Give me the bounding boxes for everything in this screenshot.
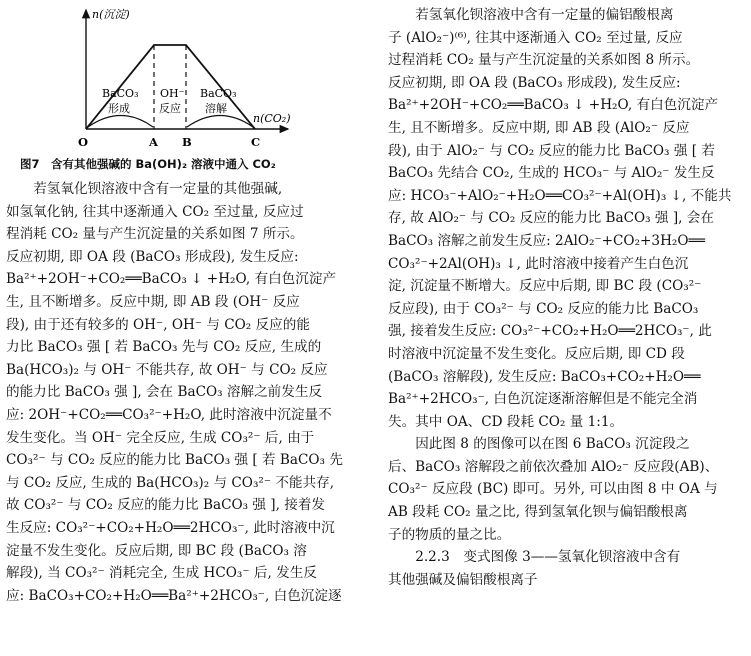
point-o: O: [78, 135, 89, 149]
text-line: 程消耗 CO₂ 量与产生沉淀量的关系如图 7 所示。: [6, 226, 304, 243]
text-line: BaCO₃ 溶解之前发生反应: 2AlO₂⁻+CO₂+3H₂O══: [388, 232, 705, 249]
text-line: Ba²⁺+2OH⁻+CO₂══BaCO₃ ↓ +H₂O, 有白色沉淀产: [388, 97, 719, 114]
text-line: 过程消耗 CO₂ 量与产生沉淀量的关系如图 8 所示。: [388, 52, 700, 69]
text-line: 因此图 8 的图像可以在图 6 BaCO₃ 沉淀段之: [415, 436, 690, 453]
text-line: 故 CO₃²⁻ 与 CO₂ 反应的能力比 BaCO₃ 强 ], 接着发: [6, 497, 326, 514]
text-line: 反应段), 由于 CO₃²⁻ 与 CO₂ 反应的能力比 BaCO₃: [388, 300, 699, 317]
x-axis-label: n(CO₂): [253, 112, 291, 125]
right-paragraph-2: [388, 433, 748, 546]
region-2-line-1: OH⁻: [160, 87, 185, 100]
text-line: 生, 且不断增多。反应中期, 即 AB 段 (OH⁻ 反应: [6, 293, 300, 310]
text-line: CO₃²⁻ 反应段 (BC) 即可。另外, 可以由图 8 中 OA 与: [388, 481, 718, 498]
text-line: 生反应: CO₃²⁻+CO₂+H₂O══2HCO₃⁻, 此时溶液中沉: [6, 519, 335, 536]
text-line: 应: BaCO₃+CO₂+H₂O══Ba²⁺+2HCO₃⁻, 白色沉淀逐: [6, 587, 342, 604]
text-line: 段), 由于还有较多的 OH⁻, OH⁻ 与 CO₂ 反应的能: [6, 316, 310, 333]
region-1-line-2: 形成: [108, 102, 130, 115]
text-line: 淀, 沉淀量不断增大。反应中后期, 即 BC 段 (CO₃²⁻: [388, 278, 702, 295]
text-line: 的能力比 BaCO₃ 强 ], 会在 BaCO₃ 溶解之前发生反: [6, 384, 323, 401]
figure-7-graph: [6, 0, 366, 152]
text-line: 2.2.3 变式图像 3——氢氧化钡溶液中含有: [415, 549, 681, 566]
text-line: BaCO₃ 先结合 CO₂, 生成的 HCO₃⁻ 与 AlO₂⁻ 发生反: [388, 165, 715, 182]
left-column: [6, 0, 372, 607]
base-arc-2: [187, 116, 253, 128]
text-line: 子的物质的量之比。: [388, 526, 511, 543]
text-line: CO₃²⁻+2Al(OH)₃ ↓, 此时溶液中接着产生白色沉: [388, 255, 689, 272]
text-line: 后、BaCO₃ 溶解段之前依次叠加 AlO₂⁻ 反应段(AB)、: [388, 458, 719, 475]
region-3-line-2: 溶解: [205, 102, 227, 115]
section-heading-2-2-3: [388, 546, 748, 591]
text-line: 反应初期, 即 OA 段 (BaCO₃ 形成段), 发生反应:: [388, 74, 681, 91]
figure-7-caption: 图7 含有其他强碱的 Ba(OH)₂ 溶液中通入 CO₂: [20, 157, 276, 171]
text-line: 淀量不发生变化。反应后期, 即 BC 段 (BaCO₃ 溶: [6, 542, 307, 559]
text-line: 解段), 当 CO₃²⁻ 消耗完全, 生成 HCO₃⁻ 后, 发生反: [6, 565, 317, 582]
right-column: [388, 4, 748, 591]
text-line: 应: HCO₃⁻+AlO₂⁻+H₂O══CO₃²⁻+Al(OH)₃ ↓, 不能共: [388, 187, 732, 204]
region-2-line-2: 反应: [159, 102, 181, 115]
text-line: 力比 BaCO₃ 强 [ 若 BaCO₃ 先与 CO₂ 反应, 生成的: [6, 339, 322, 356]
left-paragraph-1: [6, 178, 372, 607]
text-line: Ba²⁺+2HCO₃⁻, 白色沉淀逐渐溶解但是不能完全消: [388, 391, 698, 408]
base-arc-1: [88, 116, 153, 128]
text-line: 应: 2OH⁻+CO₂══CO₃²⁻+H₂O, 此时溶液中沉淀量不: [6, 406, 332, 423]
point-a: A: [149, 135, 158, 149]
point-c: C: [251, 135, 261, 149]
region-3-line-1: BaCO₃: [200, 87, 237, 100]
text-line: 强, 接着发生反应: CO₃²⁻+CO₂+H₂O══2HCO₃⁻, 此: [388, 323, 712, 340]
figure-7: [6, 0, 372, 152]
text-line: 子 (AlO₂⁻)⁽⁶⁾, 往其中逐渐通入 CO₂ 至过量, 反应: [388, 29, 683, 46]
text-line: 与 CO₂ 反应, 生成的 Ba(HCO₃)₂ 与 CO₃²⁻ 不能共存,: [6, 474, 335, 491]
text-line: 若氢氧化钡溶液中含有一定量的偏铝酸根离: [415, 7, 674, 23]
text-line: 若氢氧化钡溶液中含有一定量的其他强碱,: [33, 181, 283, 197]
text-line: 如氢氧化钠, 往其中逐渐通入 CO₂ 至过量, 反应过: [6, 203, 304, 220]
text-line: 发生变化。当 OH⁻ 完全反应, 生成 CO₃²⁻ 后, 由于: [6, 429, 315, 446]
region-1-line-1: BaCO₃: [102, 87, 139, 100]
text-line: AB 段耗 CO₂ 量之比, 得到氢氧化钡与偏铝酸根离: [388, 504, 688, 521]
y-axis-label: n(沉淀): [92, 8, 130, 21]
text-line: (BaCO₃ 溶解段), 发生反应: BaCO₃+CO₂+H₂O══: [388, 368, 701, 385]
right-paragraph-1: [388, 4, 748, 433]
text-line: 失。其中 OA、CD 段耗 CO₂ 量 1:1。: [388, 413, 624, 430]
text-line: 段), 由于 AlO₂⁻ 与 CO₂ 反应的能力比 BaCO₃ 强 [ 若: [388, 142, 715, 159]
text-line: 反应初期, 即 OA 段 (BaCO₃ 形成段), 发生反应:: [6, 248, 299, 265]
point-b: B: [182, 135, 192, 149]
text-line: 时溶液中沉淀量不发生变化。反应后期, 即 CD 段: [388, 345, 685, 362]
text-line: Ba²⁺+2OH⁻+CO₂══BaCO₃ ↓ +H₂O, 有白色沉淀产: [6, 271, 337, 288]
text-line: Ba(HCO₃)₂ 与 OH⁻ 不能共存, 故 OH⁻ 与 CO₂ 反应: [6, 361, 328, 378]
text-line: 存, 故 AlO₂⁻ 与 CO₂ 反应的能力比 BaCO₃ 强 ], 会在: [388, 210, 714, 227]
text-line: 生, 且不断增多。反应中期, 即 AB 段 (AlO₂⁻ 反应: [388, 119, 690, 136]
text-line: CO₃²⁻ 与 CO₂ 反应的能力比 BaCO₃ 强 [ 若 BaCO₃ 先: [6, 452, 343, 469]
text-line: 其他强碱及偏铝酸根离子: [388, 571, 538, 588]
